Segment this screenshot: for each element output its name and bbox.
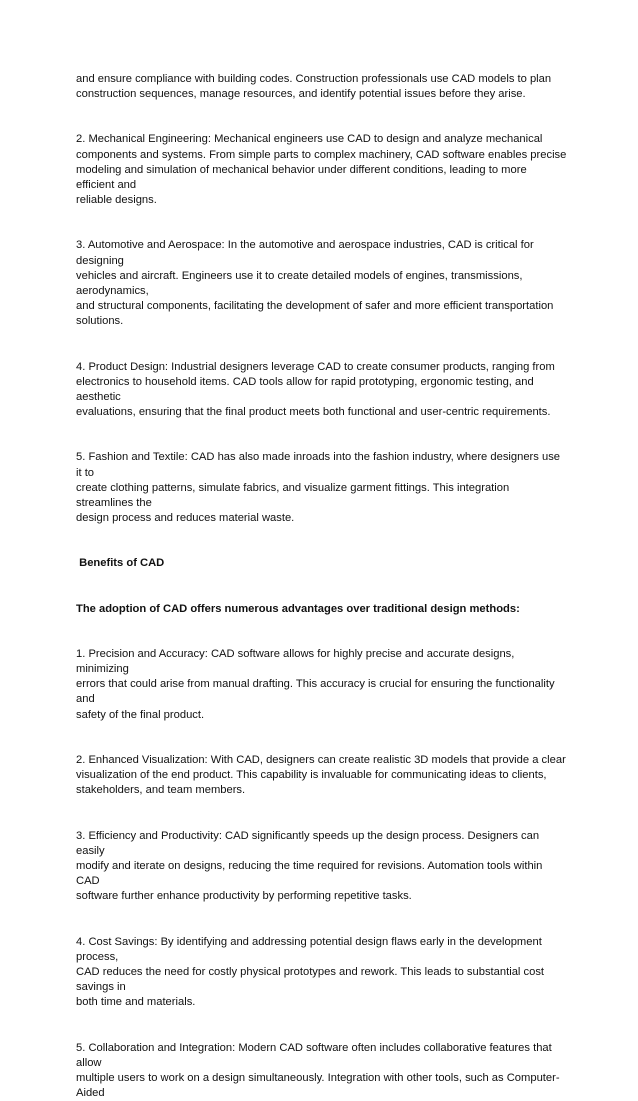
- spacer: [76, 572, 568, 602]
- spacer: [76, 617, 568, 647]
- spacer: [76, 420, 568, 450]
- paragraph-precision-accuracy: 1. Precision and Accuracy: CAD software allows for highly precise and accurate designs, minimizing errors that could arise from manual drafting. This accuracy is crucial for ensuring the functionality and safety of the final product.: [76, 647, 555, 721]
- paragraph-efficiency-productivity: 3. Efficiency and Productivity: CAD significantly speeds up the design process. Designers can easily modify and iterate on designs, reducing the time required for revisions. Automation tools within CAD software further enhance productivity by performing repetitive tasks.: [76, 829, 543, 903]
- paragraph-automotive-aerospace: 3. Automotive and Aerospace: In the automotive and aerospace industries, CAD is critical for designing vehicles and aircraft. Engineers use it to create detailed models of engines, transmissions, aerodynamics, and structural components, facilitating the development of safer and more efficient transportation solutions.: [76, 239, 554, 328]
- spacer: [76, 905, 568, 935]
- spacer: [76, 208, 568, 238]
- paragraph-cost-savings: 4. Cost Savings: By identifying and addressing potential design flaws early in the development process, CAD reduces the need for costly physical prototypes and rework. This leads to substantial cost savings in both time and materials.: [76, 935, 545, 1009]
- paragraph-mechanical-engineering: 2. Mechanical Engineering: Mechanical engineers use CAD to design and analyze mechanical components and systems. From simple parts to complex machinery, CAD software enables precise modeling and simulation of mechanical behavior under different conditions, leading to more efficient and reliable designs.: [76, 133, 567, 207]
- spacer: [76, 799, 568, 829]
- paragraph-enhanced-visualization: 2. Enhanced Visualization: With CAD, designers can create realistic 3D models that provide a clear visualization of the end product. This capability is invaluable for communicating ideas to clients, stakeholders, and team members.: [76, 753, 566, 797]
- spacer: [76, 526, 568, 556]
- section-heading: Benefits of CAD: [76, 557, 165, 570]
- paragraph-construction-cont: and ensure compliance with building codes. Construction professionals use CAD models to plan construction sequences, manage resources, and identify potential issues before they arise.: [76, 73, 552, 101]
- paragraph-product-design: 4. Product Design: Industrial designers leverage CAD to create consumer products, ranging from electronics to household items. CAD tools allow for rapid prototyping, ergonomic testing, and aesthetic evaluations, ensuring that the final product meets both functional and user-centric requirements.: [76, 360, 555, 419]
- section-intro: The adoption of CAD offers numerous advantages over traditional design methods:: [76, 602, 520, 615]
- spacer: [76, 330, 568, 360]
- spacer: [76, 723, 568, 753]
- paragraph-collaboration-integration: 5. Collaboration and Integration: Modern CAD software often includes collaborative features that allow multiple users to work on a design simultaneously. Integration with other tools, such as Computer-Aided: [76, 1041, 560, 1100]
- spacer: [76, 1011, 568, 1041]
- paragraph-fashion-textile: 5. Fashion and Textile: CAD has also made inroads into the fashion industry, where designers use it to create clothing patterns, simulate fabrics, and visualize garment fittings. This integration streamlines the design process and reduces material waste.: [76, 451, 561, 525]
- spacer: [76, 102, 568, 132]
- document-page: [76, 72, 568, 1101]
